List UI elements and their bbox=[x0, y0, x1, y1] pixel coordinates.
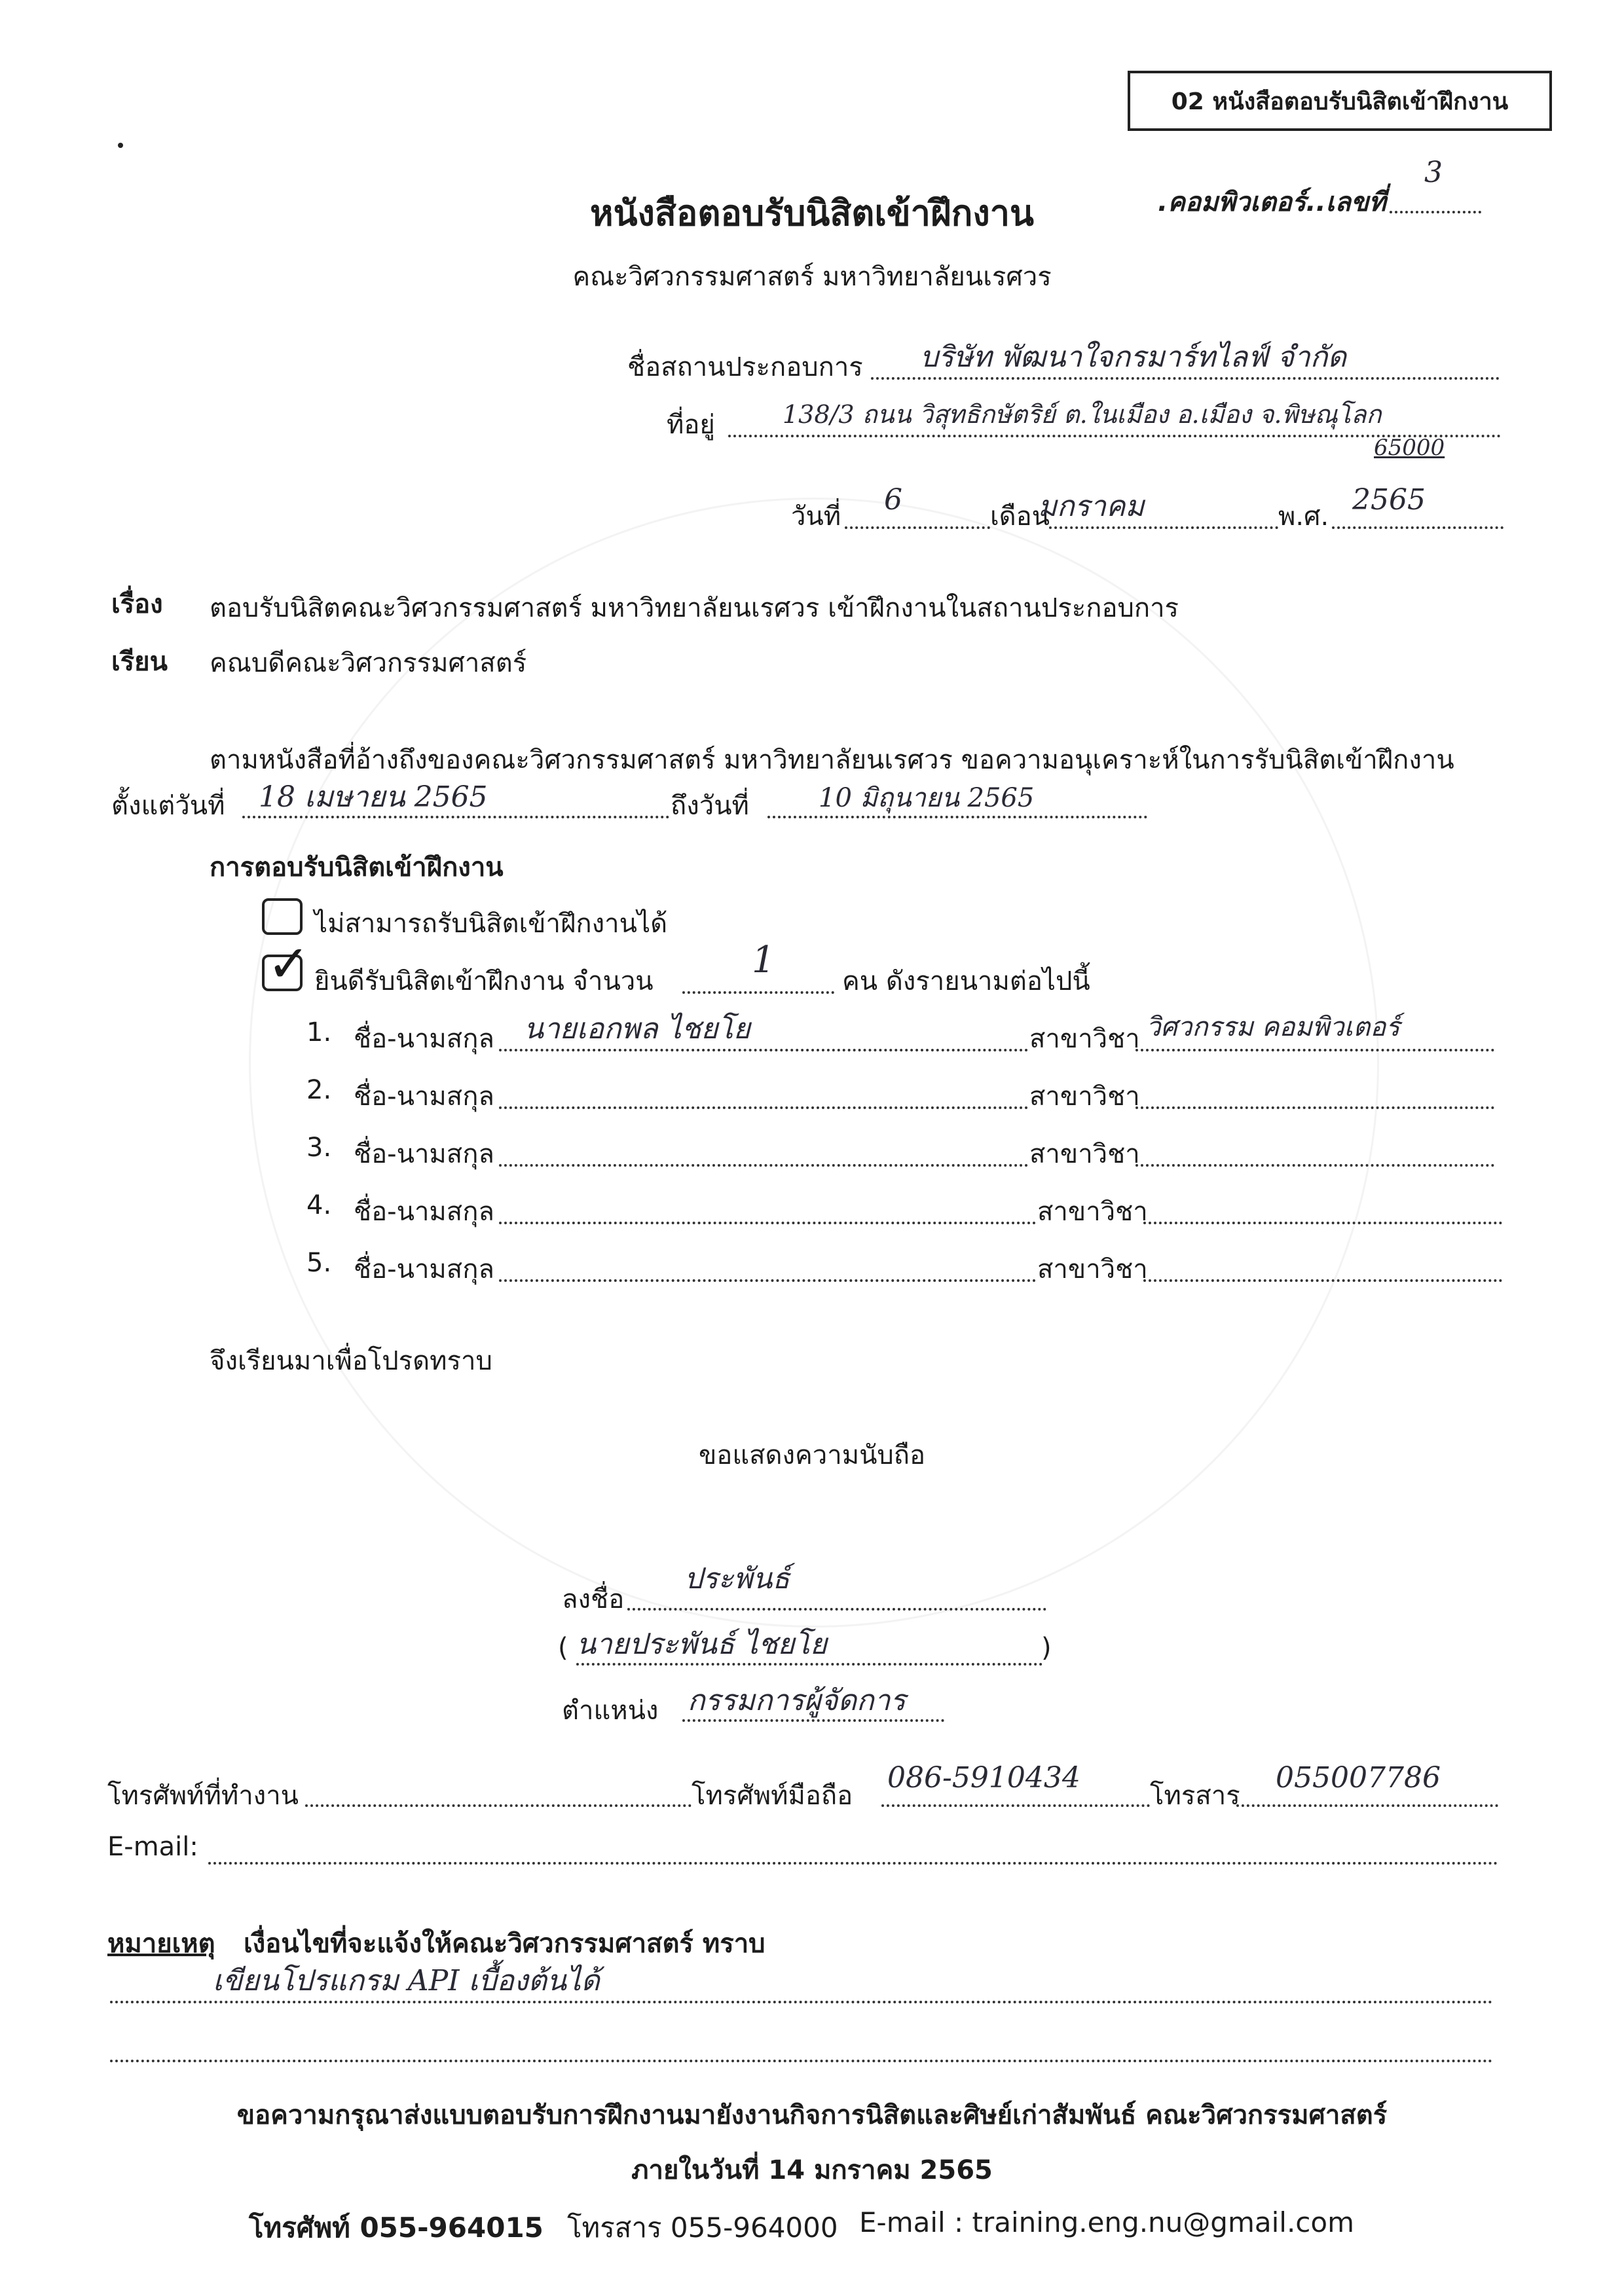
faculty-subtitle: คณะวิศวกรรมศาสตร์ มหาวิทยาลัยนเรศวร bbox=[572, 262, 1052, 292]
office-phone-label: โทรศัพท์ที่ทำงาน bbox=[107, 1781, 299, 1811]
student-no: 5. bbox=[306, 1248, 332, 1278]
date-day-value: 6 bbox=[884, 483, 902, 517]
checkmark-icon: ✓ bbox=[267, 935, 310, 994]
student-major-label: สาขาวิชา bbox=[1029, 1082, 1140, 1112]
student-name-line bbox=[499, 1222, 1036, 1224]
student-major-label: สาขาวิชา bbox=[1029, 1024, 1140, 1054]
option-yes-label: ยินดีรับนิสิตเข้าฝึกงาน จำนวน bbox=[314, 966, 654, 996]
page-title: หนังสือตอบรับนิสิตเข้าฝึกงาน bbox=[590, 192, 1034, 234]
footer-phone: โทรศัพท์ 055-964015 bbox=[249, 2212, 544, 2244]
remark-label: หมายเหตุ bbox=[107, 1929, 215, 1959]
student-no: 1. bbox=[306, 1017, 332, 1048]
computer-no-value: 3 bbox=[1424, 156, 1443, 189]
student-name-label: ชื่อ-นามสกุล bbox=[354, 1254, 494, 1285]
address-postcode: 65000 bbox=[1374, 435, 1445, 461]
footer-line-2: ภายในวันที่ 14 มกราคม 2565 bbox=[631, 2155, 993, 2185]
from-date-value: 18 เมษายน 2565 bbox=[259, 780, 488, 814]
date-day-line bbox=[845, 526, 990, 529]
remark-value: เขียนโปรแกรม API เบื้องต้นได้ bbox=[213, 1964, 600, 1997]
office-phone-line bbox=[305, 1804, 692, 1807]
regards-text: ขอแสดงความนับถือ bbox=[698, 1440, 926, 1470]
remark-line-2 bbox=[110, 2060, 1493, 2062]
student-major-line bbox=[1135, 1049, 1494, 1051]
mobile-line bbox=[881, 1804, 1150, 1807]
to-label: เรียน bbox=[111, 647, 168, 677]
date-year-label: พ.ศ. bbox=[1278, 501, 1329, 532]
student-major-label: สาขาวิชา bbox=[1029, 1139, 1140, 1169]
date-month-value: มกราคม bbox=[1038, 490, 1145, 523]
date-year-line bbox=[1332, 526, 1504, 529]
to-date-label: ถึงวันที่ bbox=[671, 791, 749, 821]
form-code: 02 หนังสือตอบรับนิสิตเข้าฝึกงาน bbox=[1171, 88, 1509, 115]
student-major-line bbox=[1143, 1279, 1502, 1282]
footer-line-1: ขอความกรุณาส่งแบบตอบรับการฝึกงานมายังงานกิจการนิสิตและศิษย์เก่าสัมพันธ์ คณะวิศวกรรมศาสตร์ bbox=[236, 2100, 1388, 2130]
fax-label: โทรสาร bbox=[1150, 1781, 1240, 1811]
student-no: 4. bbox=[306, 1190, 332, 1220]
fax-line bbox=[1236, 1804, 1498, 1807]
computer-no-label: .คอมพิวเตอร์..เลขที่ bbox=[1158, 187, 1386, 217]
remark-text: เงื่อนไขที่จะแจ้งให้คณะวิศวกรรมศาสตร์ ทราบ bbox=[244, 1929, 766, 1959]
address-label: ที่อยู่ bbox=[667, 410, 715, 440]
fax-value: 055007786 bbox=[1276, 1761, 1441, 1795]
position-value: กรรมการผู้จัดการ bbox=[688, 1684, 906, 1717]
to-date-value: 10 มิถุนายน 2565 bbox=[819, 783, 1035, 813]
scan-speck bbox=[118, 143, 123, 148]
student-major-label: สาขาวิชา bbox=[1037, 1254, 1148, 1285]
closing-text: จึงเรียนมาเพื่อโปรดทราบ bbox=[210, 1346, 492, 1376]
body-line-1: ตามหนังสือที่อ้างถึงของคณะวิศวกรรมศาสตร์ มหาวิทยาลัยนเรศวร ขอความอนุเคราะห์ในการรับนิสิตเข้าฝึกงาน bbox=[210, 745, 1454, 775]
to-text: คณบดีคณะวิศวกรรมศาสตร์ bbox=[210, 648, 527, 678]
student-major-label: สาขาวิชา bbox=[1037, 1197, 1148, 1227]
date-month-label: เดือน bbox=[990, 501, 1050, 532]
student-major-line bbox=[1143, 1222, 1502, 1224]
student-name-label: ชื่อ-นามสกุล bbox=[354, 1197, 494, 1227]
count-unit: คน ดังรายนามต่อไปนี้ bbox=[842, 966, 1090, 996]
mobile-label: โทรศัพท์มือถือ bbox=[692, 1781, 853, 1811]
subject-label: เรื่อง bbox=[111, 589, 163, 619]
student-major-line bbox=[1135, 1106, 1494, 1109]
computer-no-line bbox=[1390, 211, 1481, 213]
mobile-value: 086-5910434 bbox=[887, 1761, 1080, 1795]
date-year-value: 2565 bbox=[1352, 483, 1426, 517]
count-value: 1 bbox=[752, 939, 775, 981]
company-value: บริษัท พัฒนาใจกรมาร์ทไลฟ์ จำกัด bbox=[920, 340, 1346, 374]
option-no-label: ไม่สามารถรับนิสิตเข้าฝึกงานได้ bbox=[314, 909, 668, 939]
student-name-label: ชื่อ-นามสกุล bbox=[354, 1082, 494, 1112]
acceptance-heading: การตอบรับนิสิตเข้าฝึกงาน bbox=[210, 852, 504, 883]
name-close-paren: ) bbox=[1041, 1633, 1052, 1663]
student-name-line bbox=[499, 1106, 1028, 1109]
from-date-label: ตั้งแต่วันที่ bbox=[111, 791, 225, 821]
footer-fax: โทรสาร 055-964000 bbox=[567, 2212, 838, 2244]
sign-line bbox=[627, 1608, 1046, 1611]
email-label: E-mail: bbox=[107, 1832, 198, 1862]
student-no: 3. bbox=[306, 1133, 332, 1163]
student-name-line bbox=[499, 1164, 1028, 1167]
position-label: ตำแหน่ง bbox=[562, 1696, 659, 1726]
company-label: ชื่อสถานประกอบการ bbox=[627, 352, 863, 382]
student-name-label: ชื่อ-นามสกุล bbox=[354, 1139, 494, 1169]
student-name-label: ชื่อ-นามสกุล bbox=[354, 1024, 494, 1054]
email-line bbox=[208, 1862, 1498, 1865]
student-major-line bbox=[1135, 1164, 1494, 1167]
form-code-box bbox=[1128, 71, 1552, 131]
count-line bbox=[682, 991, 834, 994]
address-value: 138/3 ถนน วิสุทธิกษัตริย์ ต.ในเมือง อ.เมือง จ.พิษณุโลก bbox=[783, 400, 1382, 429]
student-name-value: นายเอกพล ไชยโย bbox=[524, 1012, 750, 1046]
student-name-line bbox=[499, 1279, 1036, 1282]
sign-value: ประพันธ์ bbox=[684, 1562, 790, 1595]
option-yes-checkbox[interactable] bbox=[262, 935, 310, 994]
student-no: 2. bbox=[306, 1075, 332, 1105]
sign-label: ลงชื่อ bbox=[562, 1584, 625, 1614]
name-open-paren: ( bbox=[558, 1633, 568, 1663]
name-value: นายประพันธ์ ไชยโย bbox=[576, 1628, 827, 1661]
footer-email: E-mail : training.eng.nu@gmail.com bbox=[859, 2206, 1354, 2238]
student-major-value: วิศวกรรม คอมพิวเตอร์ bbox=[1146, 1012, 1400, 1042]
option-no-checkbox[interactable] bbox=[262, 898, 303, 935]
subject-text: ตอบรับนิสิตคณะวิศวกรรมศาสตร์ มหาวิทยาลัยนเรศวร เข้าฝึกงานในสถานประกอบการ bbox=[210, 593, 1179, 623]
date-day-label: วันที่ bbox=[791, 501, 841, 532]
